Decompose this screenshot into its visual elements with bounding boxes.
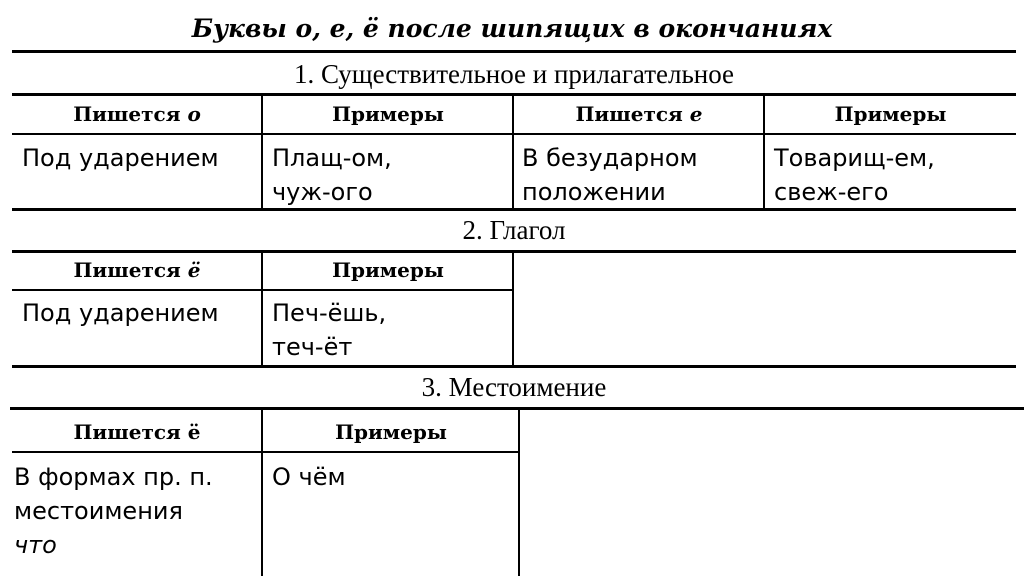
column-header-2: Примеры — [335, 420, 447, 444]
rule — [12, 365, 1016, 368]
section-heading-2: 2. Глагол — [462, 215, 566, 245]
column-header-1: Пишется о — [73, 102, 201, 126]
column-header-4: Примеры — [834, 102, 947, 126]
column-divider — [518, 407, 520, 576]
rule — [12, 133, 1016, 135]
table-cell: Плащ-ом, чуж-ого — [272, 144, 392, 206]
table-cell: Печ-ёшь, теч-ёт — [272, 299, 387, 361]
rule — [12, 451, 519, 453]
table-cell: Товарищ-ем, свеж-его — [774, 144, 935, 206]
table-cell: Под ударением — [22, 299, 219, 327]
rule — [10, 407, 1024, 410]
rule — [12, 208, 1016, 211]
table-cell: В формах пр. п. местоимения что — [14, 463, 213, 559]
rule — [12, 250, 1016, 253]
column-header-3: Пишется е — [575, 102, 703, 126]
column-divider — [763, 93, 765, 209]
column-divider — [261, 250, 263, 366]
column-header-2: Примеры — [332, 102, 444, 126]
column-divider — [261, 93, 263, 209]
section-heading-1: 1. Существительное и прилагательное — [293, 59, 735, 89]
column-header-2: Примеры — [332, 258, 444, 282]
column-divider — [512, 93, 514, 209]
table-cell: О чём — [272, 463, 346, 491]
rule — [12, 93, 1016, 96]
page-title: Буквы о, е, ё после шипящих в окончаниях — [191, 14, 833, 43]
column-header-1: Пишется ё — [73, 420, 201, 444]
section-heading-3: 3. Местоимение — [421, 372, 607, 402]
table-cell: В безударном положении — [522, 144, 698, 206]
column-header-1: Пишется ё — [73, 258, 201, 282]
table-cell: Под ударением — [22, 144, 219, 172]
column-divider — [261, 407, 263, 576]
column-divider — [512, 250, 514, 366]
rule — [12, 50, 1016, 53]
